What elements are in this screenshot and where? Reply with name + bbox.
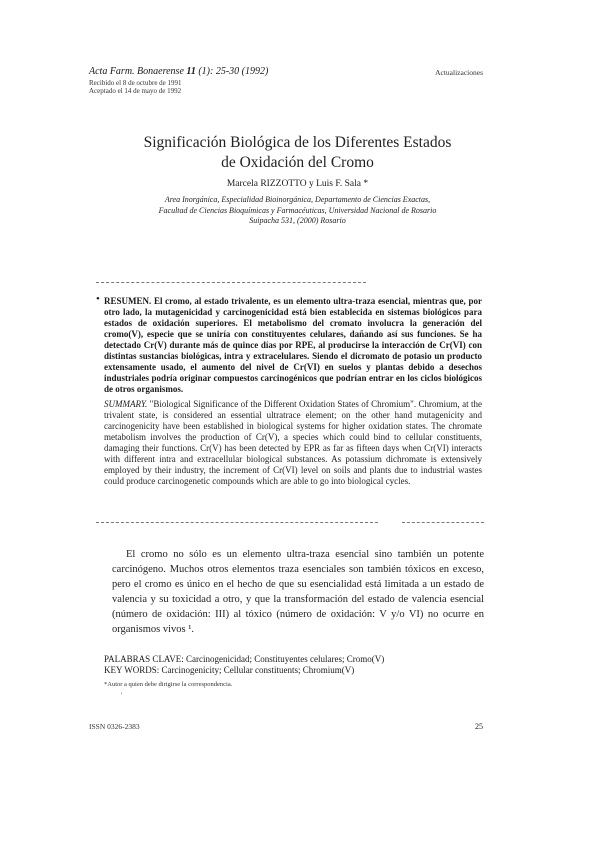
authors: Marcela RIZZOTTO y Luis F. Sala *: [226, 179, 369, 189]
accepted-date: Aceptado el 14 de mayo de 1992: [89, 87, 182, 95]
affiliation: [0, 195, 595, 227]
title-line-1: Significación Biológica de los Diferentes Estados: [143, 134, 452, 151]
journal-volume: 11: [186, 66, 196, 77]
affiliation-line-3: Suipacha 531, (2000) Rosario: [249, 216, 346, 225]
section-label: Actualizaciones: [435, 68, 483, 77]
stray-mark: ': [121, 691, 123, 700]
summary-text: [104, 399, 482, 487]
abstract-bottom-rule-right: [402, 522, 484, 523]
received-date: Recibido el 8 de octubre de 1991: [89, 79, 182, 87]
intro-paragraph: El cromo no sólo es un elemento ultra-traza esencial sino también un potente carcinógeno. Muchos otros elementos traza esenciales son también tóxicos en exceso, pero el cromo es único en el hecho de que su esencialidad está limitada a un estado de valencia y su toxicidad a otro, y que la transformación del estado de valencia esencial (número de oxidación: III) al tóxico (número de oxidación: V y/o VI) no ocurre en organismos vivos ¹.: [112, 549, 484, 635]
key-words: KEY WORDS: Carcinogenicity; Cellular constituents; Chromium(V): [104, 665, 355, 675]
corresponding-author-footnote: *Autor a quien debe dirigirse la correspondencia.: [104, 681, 233, 688]
affiliation-line-1: Area Inorgánica, Especialidad Bioinorgánica, Departamento de Ciencias Exactas,: [164, 195, 431, 204]
page-number: 25: [475, 722, 483, 731]
affiliation-line-2: Facultad de Ciencias Bioquímicas y Farmacéuticas, Universidad Nacional de Rosario: [158, 205, 437, 215]
abstract-bottom-rule: [96, 522, 378, 523]
abstract-bullet: •: [96, 293, 100, 305]
issn: ISSN 0326-2383: [89, 722, 140, 731]
journal-name: Acta Farm. Bonaerense: [89, 66, 184, 77]
resumen-text: RESUMEN. El cromo, al estado trivalente, es un elemento ultra-traza esencial, mientras que, por otro lado, la mutagenicidad y carcinogenicidad está bien establecida en sistemas biológicos para estados de oxidación superiores. El metabolismo del cromato involucra la generación del cromo(V), especie que se uniría con constituyentes celulares, dañando así sus funciones. Se ha detectado Cr(V) durante más de quince días por RPE, al producirse la interacción de Cr(VI) con distintas sustancias biológicas, intra y extracelulares. Siendo el dicromato de potasio un producto extensamente usado, el aumento del nivel de Cr(VI) en suelos y plantas debido a desechos industriales podría originar compuestos carcinogénicos que podrían entrar en los ciclos biológicos de otros organismos.: [104, 296, 482, 394]
abstract-top-rule: [96, 282, 366, 283]
journal-citation: [89, 66, 268, 77]
summary-body: "Biological Significance of the Different Oxidation States of Chromium". Chromium, at the trivalent state, is considered an essential ultratrace element; on the other hand mutagenicity and carcinogenicity have been established in biological systems for higher oxidation states. The chromate metabolism involves the production of Cr(V), a species which could bind to cellular constituents, damaging their functions. Cr(V) has been detected by EPR as far as fifteen days when Cr(VI) interacts with different intra and extracellular biological substances. As potassium dichromate is extensively employed by their industry, the increment of Cr(VI) level on soils and plants due to industrial wastes could produce carcinogenetic compounds which are able to go into biological cycles.: [104, 399, 482, 486]
abstract-block: [96, 293, 482, 487]
palabras-clave: PALABRAS CLAVE: Carcinogenicidad; Constituyentes celulares; Cromo(V): [104, 654, 385, 664]
journal-issue-pages: (1): 25-30 (1992): [198, 66, 269, 77]
title-line-2: de Oxidación del Cromo: [221, 154, 374, 171]
summary-heading: SUMMARY.: [104, 399, 148, 409]
article-title: [0, 133, 595, 173]
